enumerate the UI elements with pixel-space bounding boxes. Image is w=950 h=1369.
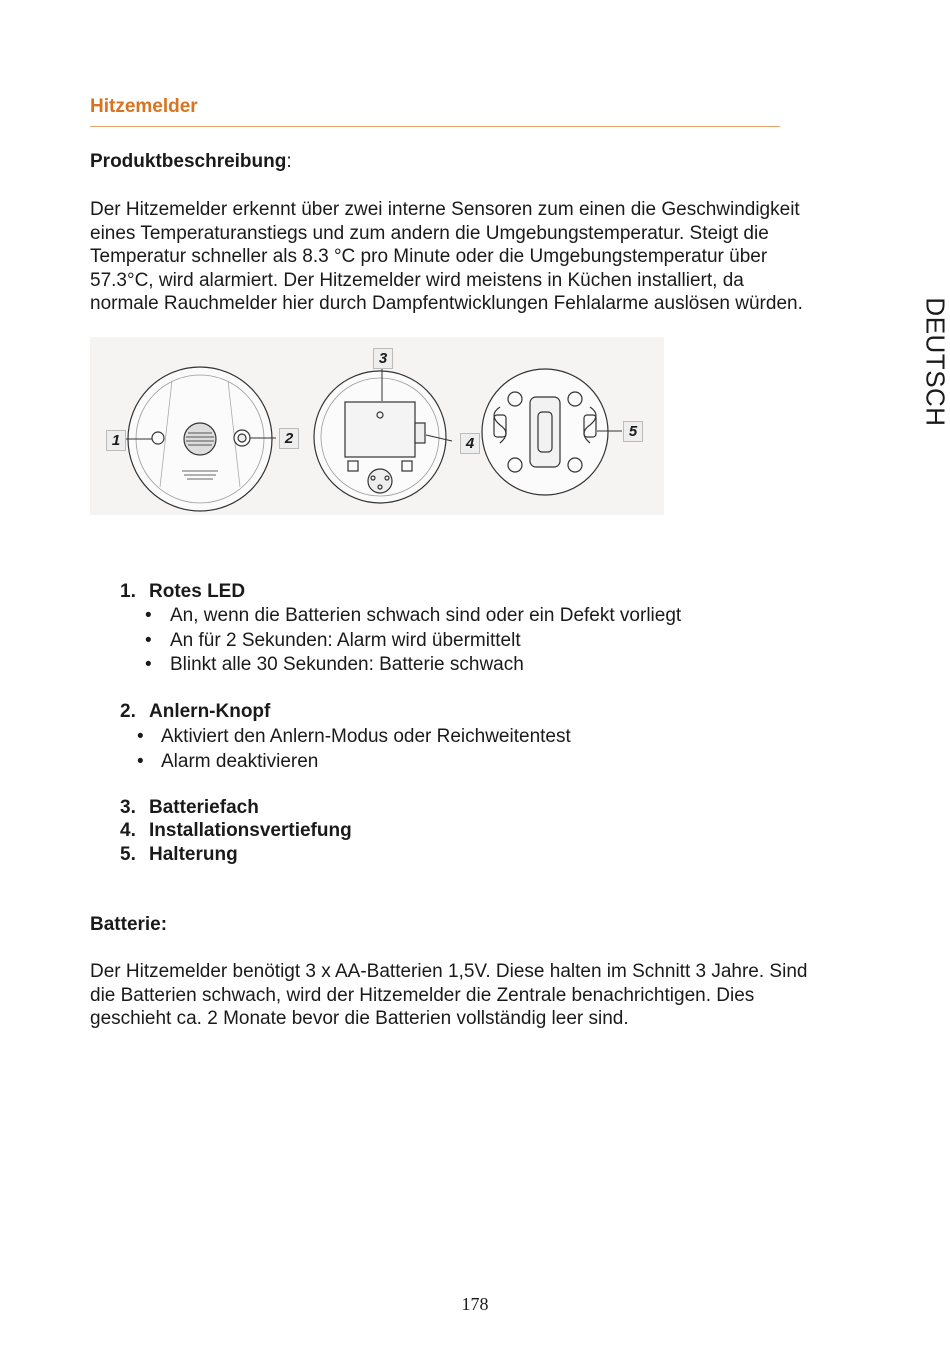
callout-5: 5 bbox=[623, 421, 643, 442]
description-line: Der Hitzemelder erkennt über zwei interne Sensoren zum einen die Geschwindigkeit bbox=[90, 199, 800, 220]
bullet-item: • Blinkt alle 30 Sekunden: Batterie schwach bbox=[145, 654, 524, 675]
page-number: 178 bbox=[461, 1294, 489, 1314]
callout-3: 3 bbox=[373, 348, 393, 369]
title-divider bbox=[90, 126, 780, 127]
battery-line: die Batterien schwach, wird der Hitzemelder die Zentrale benachrichtigen. Dies bbox=[90, 984, 755, 1006]
battery-line: geschieht ca. 2 Monate bevor die Batterien vollständig leer sind. bbox=[90, 1008, 629, 1029]
item-4: 4. Installationsvertiefung bbox=[120, 820, 352, 841]
detector-back bbox=[314, 371, 446, 503]
bullet-item: • Alarm deaktivieren bbox=[137, 751, 319, 772]
description-line: Temperatur schneller als 8.3 °C pro Minute oder die Umgebungstemperatur über bbox=[90, 246, 768, 267]
device-illustration bbox=[90, 337, 664, 515]
item-5: 5. Halterung bbox=[120, 844, 238, 865]
callout-4: 4 bbox=[460, 433, 480, 454]
page-title: Hitzemelder bbox=[90, 96, 198, 117]
bullet-item: • Aktiviert den Anlern-Modus oder Reichweitentest bbox=[137, 726, 571, 747]
language-side-label: DEUTSCH bbox=[920, 297, 950, 427]
callout-1: 1 bbox=[106, 430, 126, 451]
item-3: 3. Batteriefach bbox=[120, 797, 259, 818]
description-line: normale Rauchmelder hier durch Dampfentwicklungen Fehlalarme auslösen würden. bbox=[90, 293, 803, 314]
bullet-item: • An für 2 Sekunden: Alarm wird übermittelt bbox=[145, 630, 521, 651]
callout-2: 2 bbox=[279, 428, 299, 449]
item-1: 1. Rotes LED bbox=[120, 581, 246, 602]
product-heading: Produktbeschreibung: bbox=[90, 151, 292, 172]
battery-line: Der Hitzemelder benötigt 3 x AA-Batterien 1,5V. Diese halten im Schnitt 3 Jahre. Sind bbox=[90, 961, 808, 982]
battery-description bbox=[90, 960, 870, 1031]
product-description bbox=[90, 198, 870, 316]
battery-heading: Batterie: bbox=[90, 914, 168, 935]
description-line: 57.3°C, wird alarmiert. Der Hitzemelder wird meistens in Küchen installiert, da bbox=[90, 269, 744, 291]
mounting-bracket bbox=[482, 369, 608, 495]
description-line: eines Temperaturanstiegs und zum andern die Umgebungstemperatur. Steigt die bbox=[90, 222, 769, 244]
item-2: 2. Anlern-Knopf bbox=[120, 701, 271, 722]
bullet-item: • An, wenn die Batterien schwach sind oder ein Defekt vorliegt bbox=[145, 605, 682, 626]
